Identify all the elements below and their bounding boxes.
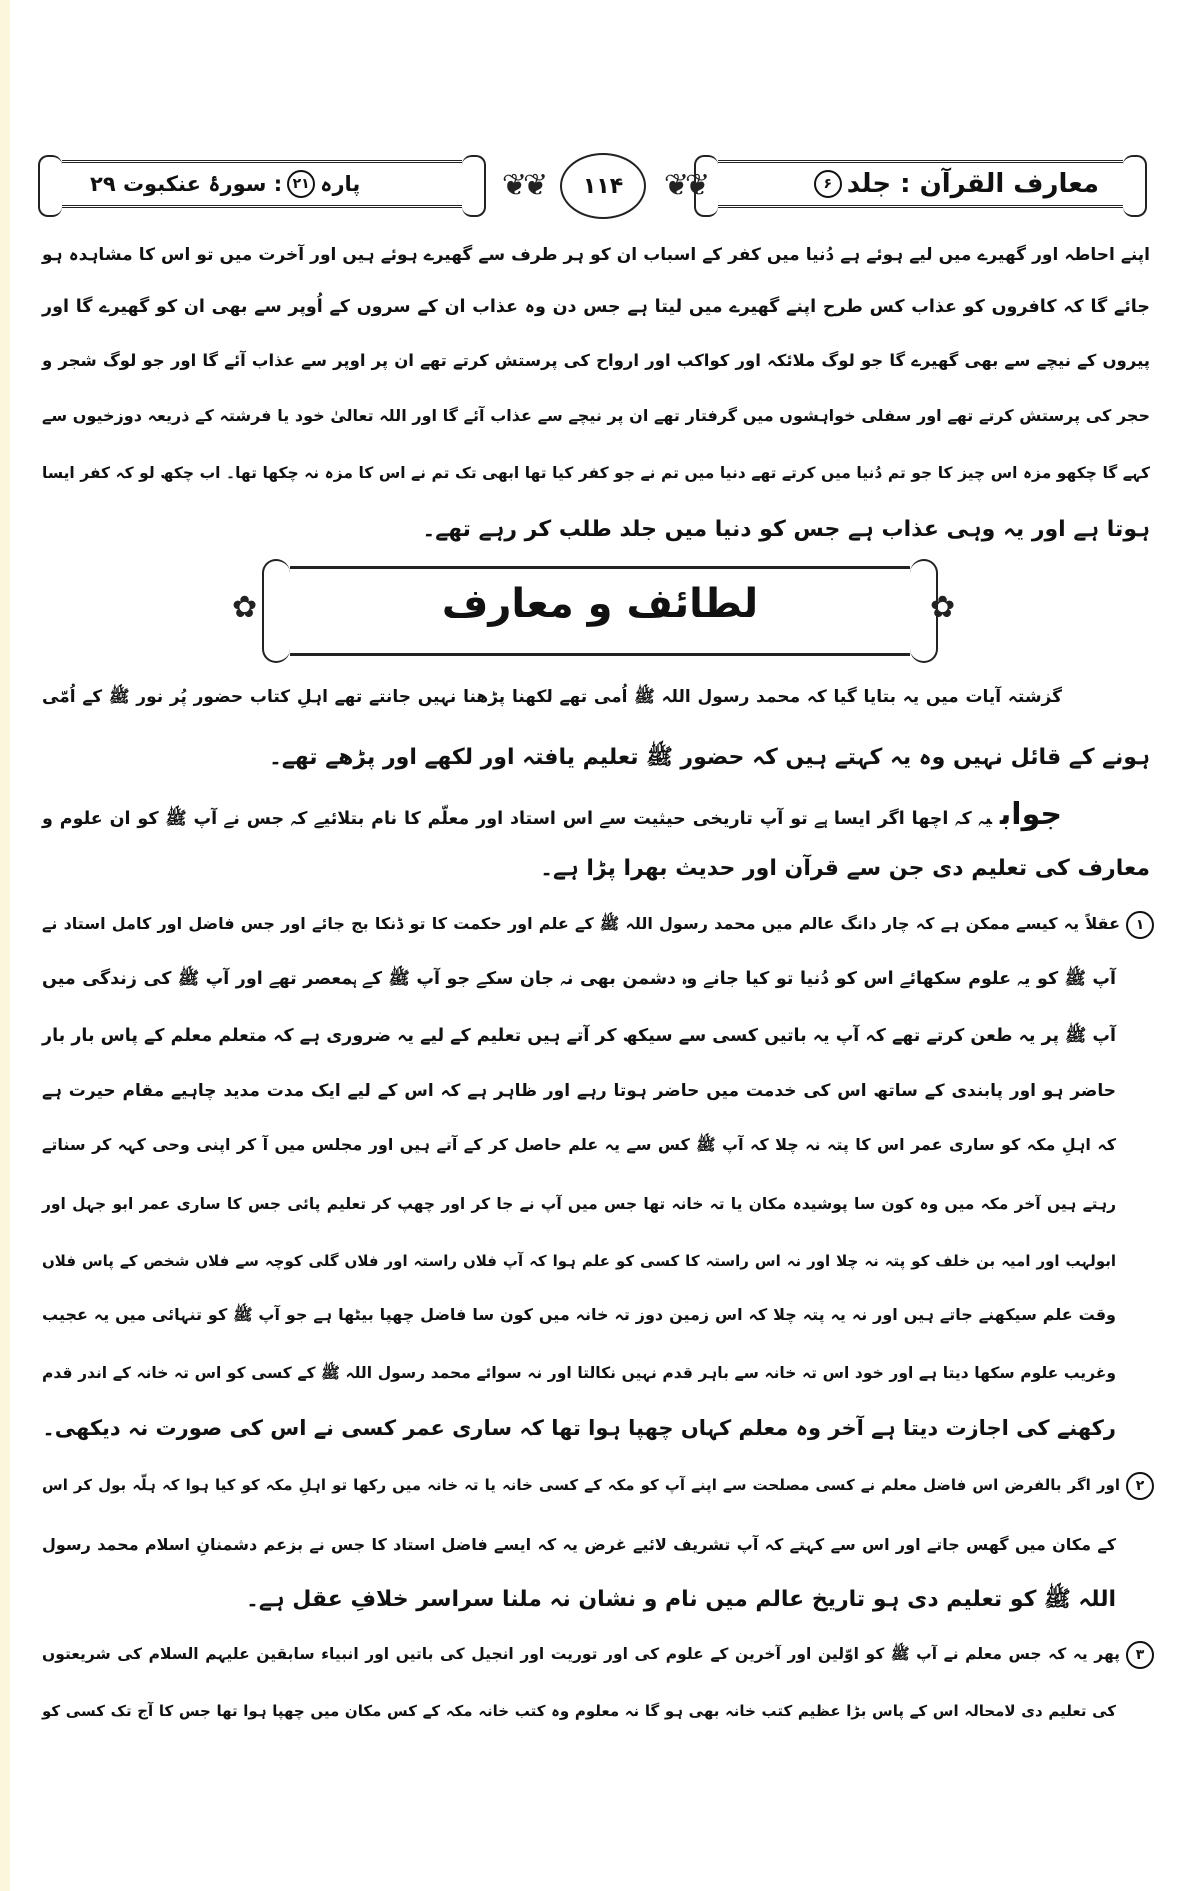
rosette-ornament-icon: ✿ <box>930 590 956 625</box>
text-line: اپنے احاطہ اور گھیرے میں لیے ہوئے ہے دُنیا میں کفر کے اسباب ان کو ہر طرف سے گھیرے ہوئے ہیں اور آخرت میں تو اس کا مشاہدہ ہو <box>42 245 1150 265</box>
rosette-ornament-icon: ✿ <box>232 590 258 625</box>
text-line: پیروں کے نیچے سے بھی گھیرے گا جو لوگ ملائکہ اور کواکب اور ارواح کی پرستش کرتے تھے ان پر اوپر سے عذاب آئے گا اور جو لوگ شجر و <box>42 351 1150 370</box>
header-surah-box <box>62 160 462 208</box>
text-line: رہتے ہیں آخر مکہ میں وہ کون سا پوشیدہ مکان یا تہ خانہ تھا جس میں آپ نے جا کر اور چھپ کر تعلیم پائی جس کا ساری عمر ابو جہل اور <box>42 1195 1116 1213</box>
text-line <box>42 793 1062 837</box>
header-book-title: معارف القرآن : جلد <box>846 169 1099 199</box>
header-ornament-icon: ❦❦ <box>663 168 707 203</box>
page-edge <box>0 0 10 1891</box>
text-line: ہونے کے قائل نہیں وہ یہ کہتے ہیں کہ حضور ﷺ تعلیم یافتہ اور لکھے اور پڑھے تھے۔ <box>269 745 1150 770</box>
text-line: وقت علم سیکھنے جاتے ہیں اور نہ یہ پتہ چلا کہ اس زمین دوز تہ خانہ میں کون سا فاضل چھپا بیٹھا ہے جو آپ ﷺ کو تنہائی میں یہ عجیب <box>42 1305 1116 1324</box>
text-line: ہوتا ہے اور یہ وہی عذاب ہے جس کو دنیا میں جلد طلب کر رہے تھے۔ <box>422 517 1150 542</box>
text-line: ابولہب اور امیہ بن خلف کو پتہ نہ چلا اور نہ اس راستہ کا کسی کو علم ہوا کہ آپ فلاں راستہ اور فلاں گلی کوچہ سے فلاں شخص کے پاس فلاں <box>42 1252 1116 1270</box>
text-line: اللہ ﷺ کو تعلیم دی ہو تاریخ عالم میں نام و نشان نہ ملنا سراسر خلافِ عقل ہے۔ <box>245 1587 1116 1612</box>
header-book-title-box <box>718 160 1123 208</box>
text-line: کہ اہلِ مکہ کو ساری عمر اس کا پتہ نہ چلا کہ آپ ﷺ کس سے یہ علم حاصل کر کے آتے ہیں اور مجلس میں آ کر اپنی وحی کہہ کر سناتے <box>42 1135 1116 1154</box>
answer-label: جواب <box>1000 797 1062 832</box>
numbered-point-2 <box>42 1463 1154 1507</box>
point-marker: ۱ <box>1126 911 1154 939</box>
text-line: گزشتہ آیات میں یہ بتایا گیا کہ محمد رسول اللہ ﷺ اُمی تھے لکھنا پڑھنا نہیں جانتے تھے اہلِ کتاب حضور پُر نور ﷺ کے اُمّی <box>42 687 1062 707</box>
text-line: حجر کی پرستش کرتے تھے اور سفلی خواہشوں میں گرفتار تھے ان پر نیچے سے عذاب آئے گا اور اللہ تعالیٰ خود یا فرشتہ کے ذریعہ دوزخیوں سے <box>42 406 1150 425</box>
text-line: کی تعلیم دی لامحالہ اس کے پاس بڑا عظیم کتب خانہ بھی ہو گا نہ معلوم وہ کتب خانہ مکہ کے کس مکان میں چھپا ہوا تھا جس کا آج تک کسی کو <box>42 1702 1116 1720</box>
section-heading: لطائف و معارف <box>441 581 759 627</box>
section-heading-frame <box>290 566 910 656</box>
point-marker: ۲ <box>1126 1472 1154 1500</box>
text-line: آپ ﷺ کو یہ علوم سکھائے اس کو دُنیا تو کیا جانے وہ دشمن بھی نہ جان سکے جو آپ ﷺ کے ہمعصر تھے اور آپ ﷺ کی زندگی میں <box>42 969 1116 989</box>
surah-name: : سورۂ عنکبوت ۲۹ <box>90 172 283 196</box>
numbered-point-3 <box>42 1632 1154 1676</box>
answer-text: یہ کہ اچھا اگر ایسا ہے تو آپ تاریخی حیثیت سے اس استاد اور معلّم کا نام بتلائیے کہ جس نے آپ ﷺ کو ان علوم و <box>42 809 993 829</box>
point-text: اور اگر بالفرض اس فاضل معلم نے کسی مصلحت سے اپنے آپ کو مکہ کے کسی خانہ یا تہ خانہ میں رکھا تو اہلِ مکہ کو کیا ہوا کہ ہلّہ بول کر اس <box>42 1476 1120 1494</box>
point-marker: ۳ <box>1126 1641 1154 1669</box>
text-line: آپ ﷺ پر یہ طعن کرتے تھے کہ آپ یہ باتیں کسی سے سیکھ کر آتے ہیں تعلیم کے لیے یہ ضروری ہے کہ متعلم معلم کے پاس بار بار <box>42 1026 1116 1046</box>
para-label: پارہ <box>320 172 361 196</box>
text-line: وغریب علوم سکھا دیتا ہے اور خود اس تہ خانہ سے باہر قدم نہیں نکالتا اور نہ سوائے محمد رسول اللہ ﷺ کے کسی کو اس تہ خانہ کے اندر قدم <box>42 1364 1116 1382</box>
text-line: کے مکان میں گھس جاتے اور اس سے کہتے کہ آپ تشریف لائیے غرض یہ کہ ایسے فاضل استاد کا جس نے بزعم دشمنانِ اسلام محمد رسول <box>42 1535 1116 1554</box>
para-number: ۲۱ <box>287 170 315 198</box>
numbered-point-1 <box>42 902 1154 946</box>
text-line: کہے گا چکھو مزہ اس چیز کا جو تم دُنیا میں کرتے تھے دنیا میں تم نے جو کفر کیا تھا ابھی تک تم نے اس کا مزہ نہ چکھا تھا۔ اب چکھ لو کہ کفر ایسا <box>42 464 1150 482</box>
page-number: ۱۱۴ <box>560 153 646 219</box>
point-text: عقلاً یہ کیسے ممکن ہے کہ چار دانگ عالم میں محمد رسول اللہ ﷺ کے علم اور حکمت کا تو ڈنکا بج جائے اور جس فاضل اور کامل استاد نے <box>42 914 1120 933</box>
text-line: معارف کی تعلیم دی جن سے قرآن اور حدیث بھرا پڑا ہے۔ <box>540 856 1150 881</box>
text-line: رکھنے کی اجازت دیتا ہے آخر وہ معلم کہاں چھپا ہوا تھا کہ ساری عمر کسی نے اس کی صورت نہ دیکھی۔ <box>42 1416 1116 1440</box>
text-line: حاضر ہو اور پابندی کے ساتھ اس کی خدمت میں حاضر ہوتا رہے اور ظاہر ہے کہ اس کے لیے ایک مدت مدید چاہیے مقام حیرت ہے <box>42 1081 1116 1101</box>
header-ornament-icon: ❦❦ <box>501 168 545 203</box>
volume-number: ۶ <box>814 170 842 198</box>
text-line: جائے گا کہ کافروں کو عذاب کس طرح اپنے گھیرے میں لیتا ہے جس دن وہ عذاب ان کے سروں کے اُوپر سے بھی ان کو گھیرے گا اور <box>42 297 1150 317</box>
point-text: پھر یہ کہ جس معلم نے آپ ﷺ کو اوّلین اور آخرین کے علوم کی اور توریت اور انجیل کی باتیں اور انبیاء سابقین علیہم السلام کی شریعتوں <box>42 1645 1120 1663</box>
